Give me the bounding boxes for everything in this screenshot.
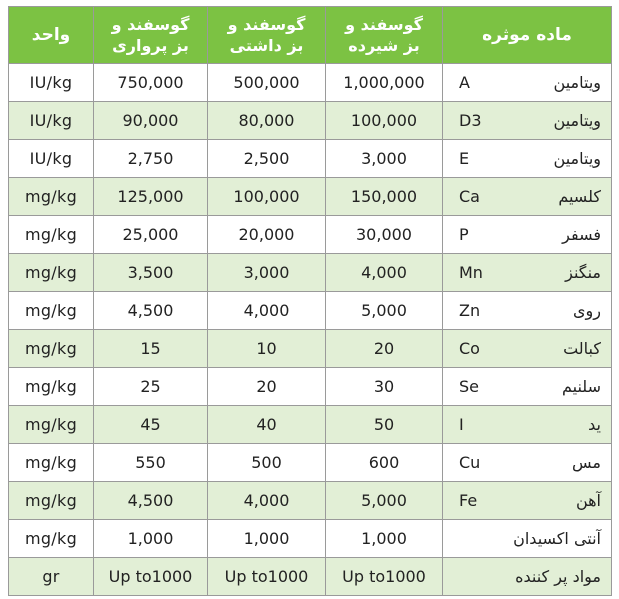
header-fattening [94, 7, 208, 64]
cell-unit: IU/kg [9, 64, 94, 102]
table-row [9, 482, 612, 520]
cell-breeding: 100,000 [208, 178, 326, 216]
cell-unit: mg/kg [9, 406, 94, 444]
cell-unit: mg/kg [9, 254, 94, 292]
cell-dairy: 150,000 [326, 178, 443, 216]
header-breeding-line2: بز داشتی [229, 36, 304, 55]
cell-unit: mg/kg [9, 178, 94, 216]
cell-breeding: 20 [208, 368, 326, 406]
cell-substance [443, 102, 612, 140]
substance-name: کبالت [563, 339, 601, 358]
cell-fattening: 90,000 [94, 102, 208, 140]
table-row [9, 330, 612, 368]
cell-substance [443, 520, 612, 558]
substance-symbol: A [459, 73, 470, 92]
cell-fattening: 550 [94, 444, 208, 482]
table-row [9, 254, 612, 292]
cell-substance [443, 330, 612, 368]
substance-wrapper [443, 225, 611, 244]
cell-unit: IU/kg [9, 140, 94, 178]
cell-substance [443, 482, 612, 520]
substance-name: کلسیم [558, 187, 601, 206]
header-breeding-line1: گوسفند و [227, 15, 306, 34]
cell-substance [443, 444, 612, 482]
cell-dairy: 600 [326, 444, 443, 482]
table-row [9, 178, 612, 216]
cell-fattening: 3,500 [94, 254, 208, 292]
cell-unit: mg/kg [9, 444, 94, 482]
substance-name: سلنیم [561, 377, 601, 396]
substance-wrapper [443, 491, 611, 510]
cell-dairy: 5,000 [326, 482, 443, 520]
cell-unit: IU/kg [9, 102, 94, 140]
substance-wrapper [443, 377, 611, 396]
cell-dairy: 50 [326, 406, 443, 444]
substance-wrapper [443, 529, 611, 548]
substance-wrapper [443, 567, 611, 586]
cell-dairy: Up to1000 [326, 558, 443, 596]
cell-dairy: 3,000 [326, 140, 443, 178]
header-row [9, 7, 612, 64]
cell-dairy: 1,000,000 [326, 64, 443, 102]
cell-fattening: 45 [94, 406, 208, 444]
cell-substance [443, 558, 612, 596]
nutrient-spec-table [8, 6, 612, 596]
cell-fattening: 4,500 [94, 292, 208, 330]
table-row [9, 368, 612, 406]
cell-substance [443, 254, 612, 292]
cell-breeding: 10 [208, 330, 326, 368]
cell-dairy: 100,000 [326, 102, 443, 140]
cell-fattening: Up to1000 [94, 558, 208, 596]
substance-name: ویتامین [553, 111, 601, 130]
cell-breeding: 40 [208, 406, 326, 444]
table-row [9, 292, 612, 330]
cell-fattening: 750,000 [94, 64, 208, 102]
substance-name: ید [588, 415, 601, 434]
cell-fattening: 25,000 [94, 216, 208, 254]
substance-wrapper [443, 339, 611, 358]
cell-breeding: Up to1000 [208, 558, 326, 596]
substance-symbol: Zn [459, 301, 481, 320]
substance-symbol: E [459, 149, 470, 168]
substance-name: آنتی اکسیدان [513, 529, 601, 548]
cell-substance [443, 292, 612, 330]
cell-breeding: 1,000 [208, 520, 326, 558]
substance-symbol: Fe [459, 491, 478, 510]
substance-wrapper [443, 415, 611, 434]
table-row [9, 520, 612, 558]
table-row [9, 64, 612, 102]
header-unit: واحد [9, 7, 94, 64]
cell-breeding: 80,000 [208, 102, 326, 140]
substance-name: مس [572, 453, 601, 472]
header-dairy-line2: بز شیرده [348, 36, 420, 55]
table-row [9, 216, 612, 254]
cell-substance [443, 64, 612, 102]
cell-breeding: 20,000 [208, 216, 326, 254]
header-dairy [326, 7, 443, 64]
cell-fattening: 125,000 [94, 178, 208, 216]
substance-name: روی [573, 301, 601, 320]
cell-unit: gr [9, 558, 94, 596]
cell-breeding: 500,000 [208, 64, 326, 102]
substance-name: ویتامین [553, 73, 601, 92]
substance-symbol: Cu [459, 453, 481, 472]
header-fattening-line2: بز پرواری [112, 36, 189, 55]
spec-table-container [8, 6, 611, 596]
substance-symbol: P [459, 225, 469, 244]
substance-name: آهن [575, 491, 601, 510]
cell-fattening: 1,000 [94, 520, 208, 558]
table-row [9, 558, 612, 596]
cell-substance [443, 178, 612, 216]
cell-unit: mg/kg [9, 292, 94, 330]
cell-dairy: 30 [326, 368, 443, 406]
cell-unit: mg/kg [9, 216, 94, 254]
table-body [9, 64, 612, 596]
table-header [9, 7, 612, 64]
substance-symbol: Co [459, 339, 480, 358]
substance-wrapper [443, 263, 611, 282]
cell-substance [443, 140, 612, 178]
substance-name: فسفر [562, 225, 601, 244]
header-breeding [208, 7, 326, 64]
substance-wrapper [443, 301, 611, 320]
table-row [9, 102, 612, 140]
substance-wrapper [443, 111, 611, 130]
substance-name: مواد پر کننده [515, 567, 601, 586]
cell-dairy: 4,000 [326, 254, 443, 292]
substance-wrapper [443, 187, 611, 206]
substance-wrapper [443, 149, 611, 168]
cell-dairy: 5,000 [326, 292, 443, 330]
substance-symbol: Mn [459, 263, 483, 282]
cell-dairy: 1,000 [326, 520, 443, 558]
cell-breeding: 2,500 [208, 140, 326, 178]
table-row [9, 406, 612, 444]
substance-symbol: I [459, 415, 464, 434]
cell-unit: mg/kg [9, 368, 94, 406]
cell-breeding: 4,000 [208, 292, 326, 330]
cell-dairy: 20 [326, 330, 443, 368]
header-substance: ماده موثره [443, 7, 612, 64]
cell-fattening: 4,500 [94, 482, 208, 520]
header-fattening-line1: گوسفند و [111, 15, 190, 34]
substance-wrapper [443, 73, 611, 92]
cell-dairy: 30,000 [326, 216, 443, 254]
substance-symbol: Ca [459, 187, 480, 206]
cell-unit: mg/kg [9, 330, 94, 368]
cell-fattening: 25 [94, 368, 208, 406]
header-dairy-line1: گوسفند و [345, 15, 423, 34]
cell-breeding: 4,000 [208, 482, 326, 520]
cell-fattening: 15 [94, 330, 208, 368]
cell-substance [443, 216, 612, 254]
cell-unit: mg/kg [9, 482, 94, 520]
substance-wrapper [443, 453, 611, 472]
table-row [9, 444, 612, 482]
substance-name: منگنز [565, 263, 601, 282]
cell-substance [443, 406, 612, 444]
cell-unit: mg/kg [9, 520, 94, 558]
cell-fattening: 2,750 [94, 140, 208, 178]
cell-breeding: 3,000 [208, 254, 326, 292]
substance-name: ویتامین [553, 149, 601, 168]
substance-symbol: Se [459, 377, 479, 396]
cell-breeding: 500 [208, 444, 326, 482]
table-row [9, 140, 612, 178]
substance-symbol: D3 [459, 111, 482, 130]
cell-substance [443, 368, 612, 406]
